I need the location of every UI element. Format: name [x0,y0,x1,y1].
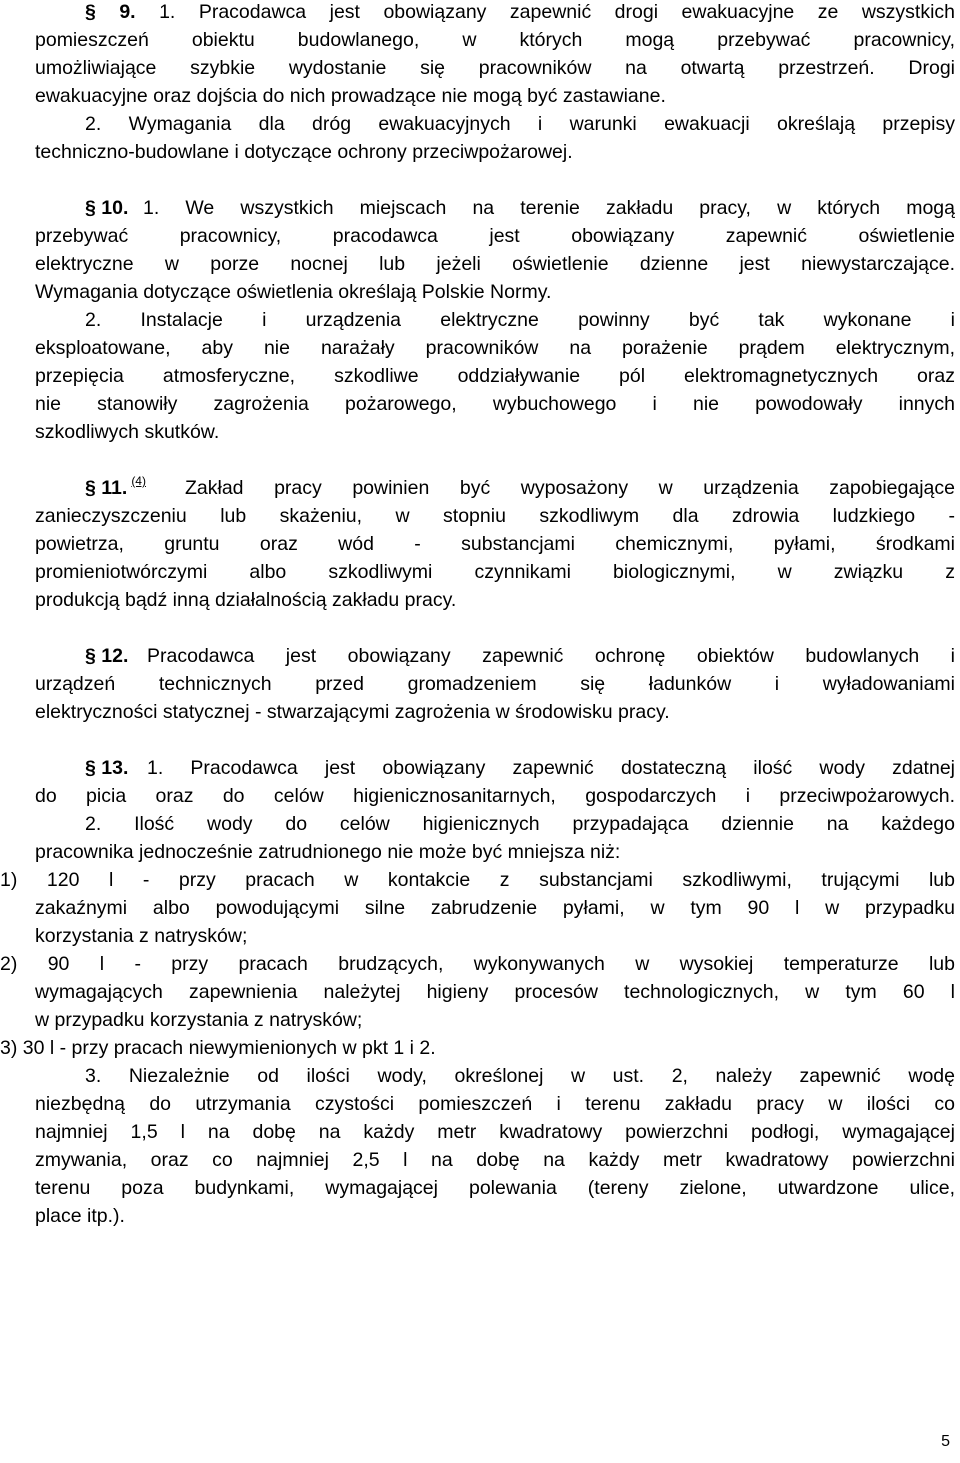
paragraph-line: pomieszczeń obiektu budowlanego, w których mogą przebywać pracownicy, [35,29,955,51]
paragraph-line: najmniej 1,5 l na dobę na każdy metr kwadratowy powierzchni podłogi, wymagającej [35,1121,955,1143]
paragraph-line: niezbędną do utrzymania czystości pomieszczeń i terenu zakładu pracy w ilości co [35,1093,955,1115]
paragraph-line: umożliwiające szybkie wydostanie się pracowników na otwartą przestrzeń. Drogi [35,57,955,79]
paragraph-line: Wymagania dotyczące oświetlenia określają Polskie Normy. [35,281,552,303]
paragraph-line: techniczno-budowlane i dotyczące ochrony przeciwpożarowej. [35,141,573,163]
paragraph-line: Zakład pracy powinien być wyposażony w urządzenia zapobiegające [185,477,955,499]
paragraph-line: 2. Ilość wody do celów higienicznych przypadająca dziennie na każdego [85,813,955,835]
paragraph-line: wymagających zapewnienia należytej higieny procesów technologicznych, w tym 60 l [35,981,955,1003]
paragraph-line: § 9. 1. Pracodawca jest obowiązany zapewnić drogi ewakuacyjne ze wszystkich [85,1,955,23]
paragraph-line: elektryczne w porze nocnej lub jeżeli oświetlenie dzienne jest niewystarczające. [35,253,955,275]
paragraph-line: przebywać pracownicy, pracodawca jest obowiązany zapewnić oświetlenie [35,225,955,247]
page-number: 5 [941,1433,950,1450]
paragraph-line: przepięcia atmosferyczne, szkodliwe oddziaływanie pól elektromagnetycznych oraz [35,365,955,387]
section-number: § 13. [85,757,129,779]
paragraph-line: produkcją bądź inną działalnością zakładu pracy. [35,589,457,611]
paragraph-line: 2. Wymagania dla dróg ewakuacyjnych i warunki ewakuacji określają przepisy [85,113,955,135]
paragraph-line: w przypadku korzystania z natrysków; [35,1009,363,1031]
footnote-ref[interactable]: (4) [131,474,146,488]
list-item: 1) 120 l - przy pracach w kontakcie z substancjami szkodliwymi, trującymi lub [0,869,955,891]
paragraph-line: ewakuacyjne oraz dojścia do nich prowadzące nie mogą być zastawiane. [35,85,666,107]
paragraph-line: 1. We wszystkich miejscach na terenie zakładu pracy, w których mogą [143,197,955,219]
list-item: 2) 90 l - przy pracach brudzących, wykonywanych w wysokiej temperaturze lub [0,953,955,975]
paragraph-line: 2. Instalacje i urządzenia elektryczne powinny być tak wykonane i [85,309,955,331]
list-item: 3) 30 l - przy pracach niewymienionych w pkt 1 i 2. [0,1037,436,1059]
paragraph-line: eksploatowane, aby nie narażały pracowników na porażenie prądem elektrycznym, [35,337,955,359]
paragraph-line: terenu poza budynkami, wymagającej polewania (tereny zielone, utwardzone ulice, [35,1177,955,1199]
paragraph-line: Pracodawca jest obowiązany zapewnić ochronę obiektów budowlanych i [147,645,955,667]
paragraph-line: szkodliwych skutków. [35,421,220,443]
section-number: § 11. $^{(4)}$ [85,474,205,502]
paragraph-line: promieniotwórczymi albo szkodliwymi czynnikami biologicznymi, w związku z [35,561,955,583]
section-number: § 10. [85,197,129,219]
paragraph-line: 3. Niezależnie od ilości wody, określonej w ust. 2, należy zapewnić wodę [85,1065,955,1087]
paragraph-line: elektryczności statycznej - stwarzającymi zagrożenia w środowisku pracy. [35,701,670,723]
paragraph-line: nie stanowiły zagrożenia pożarowego, wybuchowego i nie powodowały innych [35,393,955,415]
paragraph-line: pracownika jednocześnie zatrudnionego nie może być mniejsza niż: [35,841,621,863]
paragraph-line: zmywania, oraz co najmniej 2,5 l na dobę na każdy metr kwadratowy powierzchni [35,1149,955,1171]
paragraph-line: korzystania z natrysków; [35,925,248,947]
paragraph-line: urządzeń technicznych przed gromadzeniem się ładunków i wyładowaniami [35,673,955,695]
section-number: § 12. [85,645,129,667]
paragraph-line: place itp.). [35,1205,125,1227]
paragraph-line: do picia oraz do celów higienicznosanitarnych, gospodarczych i przeciwpożarowych. [35,785,955,807]
paragraph-line: 1. Pracodawca jest obowiązany zapewnić dostateczną ilość wody zdatnej [147,757,955,779]
paragraph-line: powietrza, gruntu oraz wód - substancjami chemicznymi, pyłami, środkami [35,533,955,555]
paragraph-line: zakaźnymi albo powodującymi silne zabrudzenie pyłami, w tym 90 l w przypadku [35,897,955,919]
paragraph-line: zanieczyszczeniu lub skażeniu, w stopniu szkodliwym dla zdrowia ludzkiego - [35,505,955,527]
